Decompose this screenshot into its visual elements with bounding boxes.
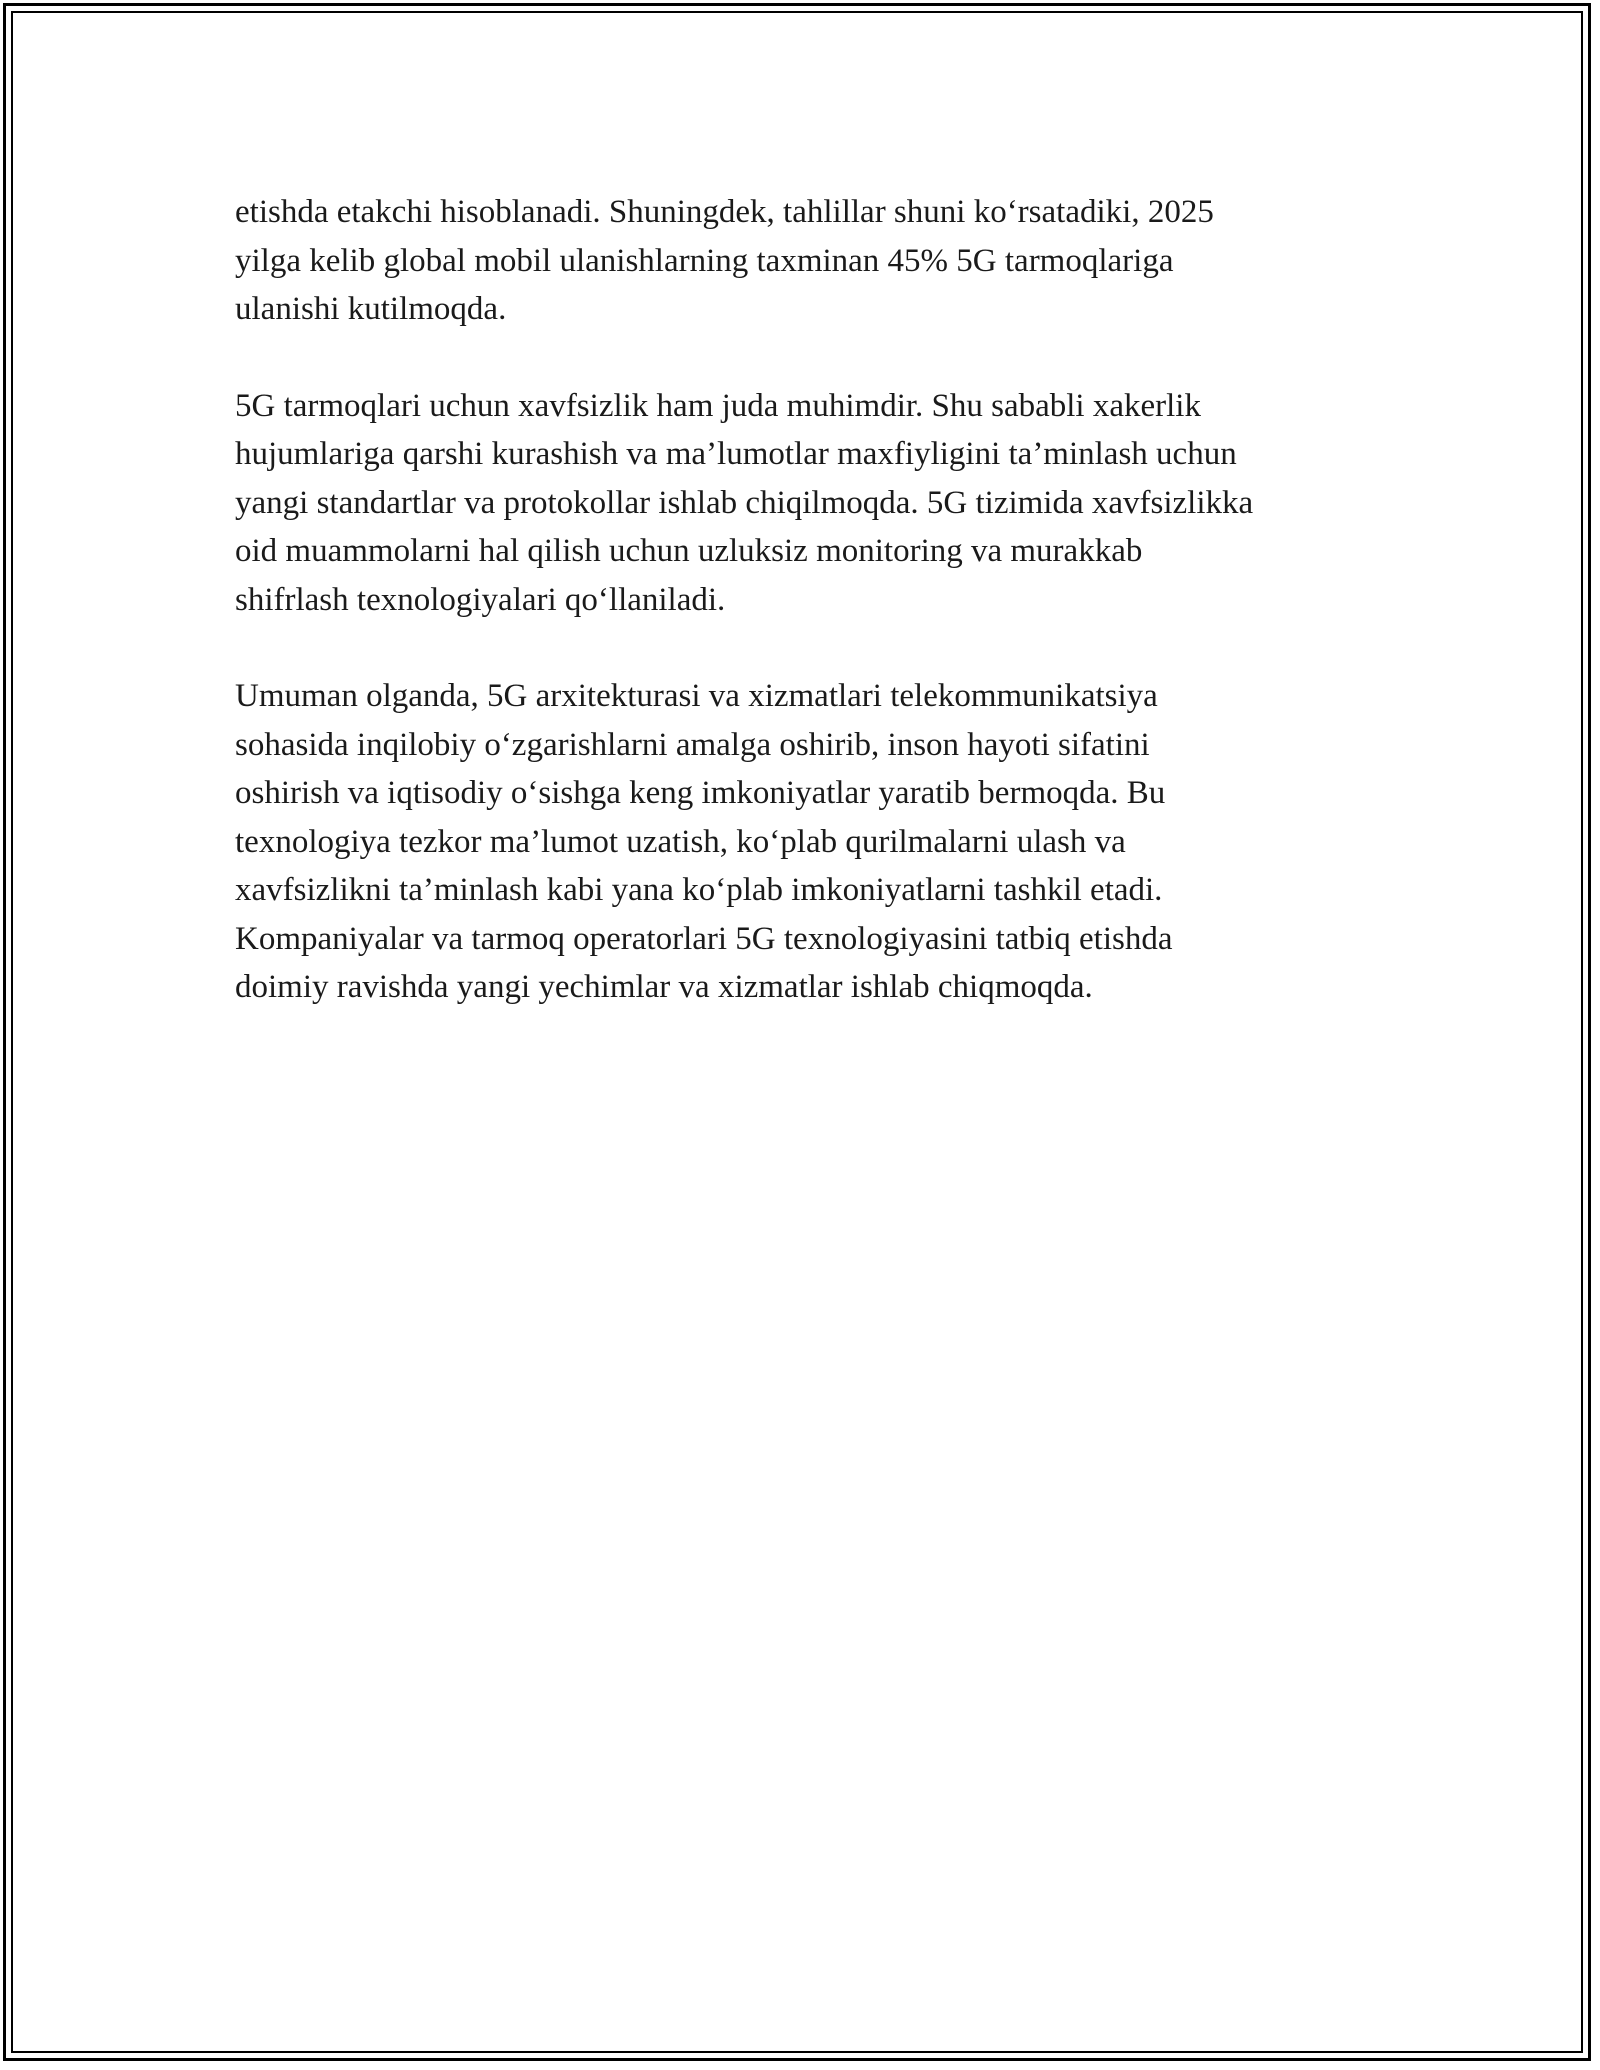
text-line: sohasida inqilobiy o‘zgarishlarni amalga oshirib, inson hayoti sifatini xyxy=(235,726,1150,763)
text-line: 5G tarmoqlari uchun xavfsizlik ham juda muhimdir. Shu sababli xakerlik xyxy=(235,387,1201,424)
text-line: oshirish va iqtisodiy o‘sishga keng imkoniyatlar yaratib bermoqda. Bu xyxy=(235,775,1166,811)
text-line: hujumlariga qarshi kurashish va ma’lumotlar maxfiyligini ta’minlash uchun xyxy=(235,436,1237,472)
text-line: doimiy ravishda yangi yechimlar va xizmatlar ishlab chiqmoqda. xyxy=(235,969,1093,1005)
document-body xyxy=(235,188,1385,1060)
text-line: texnologiya tezkor ma’lumot uzatish, ko‘plab qurilmalarni ulash va xyxy=(235,823,1126,860)
text-line: yangi standartlar va protokollar ishlab chiqilmoqda. 5G tizimida xavfsizlikka xyxy=(235,484,1254,521)
text-line: Umuman olganda, 5G arxitekturasi va xizmatlari telekommunikatsiya xyxy=(235,678,1158,714)
text-line: ulanishi kutilmoqda. xyxy=(235,291,507,327)
text-line: yilga kelib global mobil ulanishlarning taxminan 45% 5G tarmoqlariga xyxy=(235,242,1174,279)
text-line: xavfsizlikni ta’minlash kabi yana ko‘plab imkoniyatlarni tashkil etadi. xyxy=(235,872,1163,908)
text-line: Kompaniyalar va tarmoq operatorlari 5G texnologiyasini tatbiq etishda xyxy=(235,920,1173,957)
text-line: oid muammolarni hal qilish uchun uzluksiz monitoring va murakkab xyxy=(235,533,1143,569)
text-line: shifrlash texnologiyalari qo‘llaniladi. xyxy=(235,581,726,618)
text-line: etishda etakchi hisoblanadi. Shuningdek, tahlillar shuni ko‘rsatadiki, 2025 xyxy=(235,194,1214,230)
paragraph-conclusion xyxy=(235,672,1385,1012)
paragraph-adoption xyxy=(235,188,1385,334)
paragraph-security xyxy=(235,382,1385,625)
